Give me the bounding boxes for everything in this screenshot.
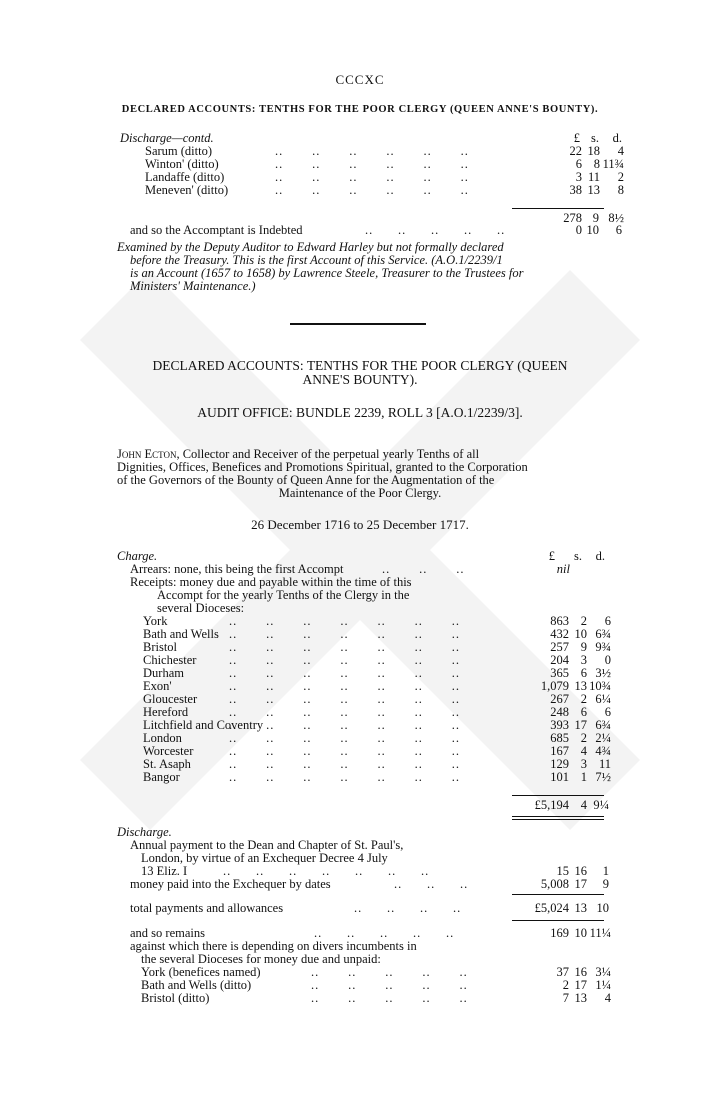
leader-dots: .. .. .. .. .. xyxy=(365,223,506,237)
annual-line-2: London, by virtue of an Exchequer Decree 4 July xyxy=(141,851,388,865)
date-range: 26 December 1716 to 25 December 1717. xyxy=(251,517,469,532)
discharge-contd-item-label: Landaffe (ditto) xyxy=(145,170,225,184)
leader-dots: .. .. .. .. .. .. xyxy=(275,157,469,171)
indebted-row xyxy=(130,223,622,237)
diocese-pence: 10¾ xyxy=(589,679,611,693)
unpaid-shillings: 17 xyxy=(574,978,587,992)
total-pence: 8½ xyxy=(608,211,624,225)
discharge-contd-item-label: Meneven' (ditto) xyxy=(145,183,229,197)
diocese-pence: 3½ xyxy=(595,666,611,680)
charge-col-shillings-header: s. xyxy=(574,549,582,563)
diocese-pounds: 1,079 xyxy=(540,679,569,693)
accountant-name: John Ecton, xyxy=(117,447,180,461)
exchequer-pence: 9 xyxy=(602,877,609,891)
indebted-pence: 6 xyxy=(615,223,622,237)
leader-dots: .. .. .. .. .. .. .. xyxy=(229,666,460,680)
indebted-label: and so the Accomptant is Indebted xyxy=(130,223,303,237)
subtotal-rule xyxy=(512,208,604,209)
leader-dots: .. .. .. .. .. .. .. xyxy=(229,744,460,758)
unpaid-label: Bristol (ditto) xyxy=(141,991,210,1005)
remains-pounds: 169 xyxy=(550,926,569,940)
leader-dots: .. .. .. .. .. .. xyxy=(275,170,469,184)
diocese-pence: 9¾ xyxy=(595,640,611,654)
diocese-pence: 6¾ xyxy=(595,718,611,732)
diocese-label: York xyxy=(143,614,168,628)
payments-rule-bottom xyxy=(512,920,604,921)
discharge-contd-item-shillings: 11 xyxy=(587,170,600,184)
unpaid-pounds: 2 xyxy=(562,978,569,992)
indebted-pounds: 0 xyxy=(575,223,582,237)
leader-dots: .. .. .. .. xyxy=(354,901,462,915)
charge-total-rule-1 xyxy=(512,816,604,817)
depending-line-2: the several Dioceses for money due and unpaid: xyxy=(141,952,381,966)
leader-dots: .. .. .. .. .. .. xyxy=(275,144,469,158)
indebted-shillings: 10 xyxy=(586,223,599,237)
total-payments-pence: 10 xyxy=(596,901,609,915)
total-payments-row xyxy=(130,902,607,915)
page-number: CCCXC xyxy=(335,72,385,87)
diocese-label: Bangor xyxy=(143,770,180,784)
note-line: Examined by the Deputy Auditor to Edward Harley but not formally declared xyxy=(117,240,504,254)
receipts-line-3: several Dioceses: xyxy=(157,601,245,615)
diocese-label: Bristol xyxy=(143,640,178,654)
diocese-pence: 11 xyxy=(598,757,611,771)
diocese-label: Exon' xyxy=(143,679,172,693)
diocese-label: Hereford xyxy=(143,705,189,719)
unpaid-label: York (benefices named) xyxy=(141,965,261,979)
unpaid-pence: 4 xyxy=(604,991,611,1005)
charge-col-pence-header: d. xyxy=(595,549,605,563)
diocese-shillings: 2 xyxy=(580,692,587,706)
diocese-pence: 6¼ xyxy=(595,692,611,706)
unpaid-pounds: 37 xyxy=(556,965,569,979)
discharge-contd-item-shillings: 18 xyxy=(587,144,600,158)
audit-office-line: AUDIT OFFICE: BUNDLE 2239, ROLL 3 [A.O.1/2239/3]. xyxy=(197,405,523,420)
charge-total-pence: 9¼ xyxy=(593,798,609,812)
leader-dots: .. .. .. .. .. .. .. xyxy=(229,653,460,667)
diocese-pounds: 129 xyxy=(550,757,569,771)
charge-col-pounds-header: £ xyxy=(548,549,555,563)
exchequer-row xyxy=(130,878,607,891)
diocese-shillings: 1 xyxy=(580,770,587,784)
remains-label: and so remains xyxy=(130,926,205,940)
unpaid-row xyxy=(141,991,611,1005)
diocese-pounds: 101 xyxy=(550,770,569,784)
note-line: Ministers' Maintenance.) xyxy=(130,279,256,293)
charge-total-rule-top xyxy=(512,795,604,796)
total-pounds: 278 xyxy=(563,211,582,225)
leader-dots: .. .. .. .. .. xyxy=(314,926,455,940)
arrears-label: Arrears: none, this being the first Accompt xyxy=(130,562,344,576)
diocese-shillings: 2 xyxy=(580,614,587,628)
charge-total-shillings: 4 xyxy=(580,798,587,812)
diocese-pounds: 685 xyxy=(550,731,569,745)
leader-dots: .. .. .. .. .. xyxy=(311,991,468,1005)
total-payments-shillings: 13 xyxy=(574,901,587,915)
diocese-shillings: 10 xyxy=(574,627,587,641)
diocese-pounds: 267 xyxy=(550,692,569,706)
col-pounds-header: £ xyxy=(573,131,580,145)
leader-dots: .. .. .. .. .. .. .. xyxy=(223,864,430,878)
col-shillings-header: s. xyxy=(591,131,599,145)
diocese-shillings: 9 xyxy=(580,640,587,654)
total-payments-label: total payments and allowances xyxy=(130,901,284,915)
diocese-label: Durham xyxy=(143,666,184,680)
discharge-contd-item-pounds: 38 xyxy=(569,183,582,197)
leader-dots: .. .. .. .. .. .. .. xyxy=(229,614,460,628)
charge-heading: Charge. xyxy=(117,549,158,563)
title-line-1: DECLARED ACCOUNTS: TENTHS FOR THE POOR CLERGY (QUEEN xyxy=(152,358,568,373)
unpaid-label: Bath and Wells (ditto) xyxy=(141,978,252,992)
diocese-label: London xyxy=(143,731,182,745)
diocese-label: Bath and Wells xyxy=(143,627,219,641)
receipts-line-2: Accompt for the yearly Tenths of the Clergy in the xyxy=(157,588,410,602)
discharge-contd-item-row xyxy=(145,183,624,197)
arrears-value: nil xyxy=(556,562,570,576)
leader-dots: .. .. .. .. .. .. .. xyxy=(229,757,460,771)
unpaid-pounds: 7 xyxy=(562,991,569,1005)
diocese-label: St. Asaph xyxy=(143,757,191,771)
diocese-shillings: 6 xyxy=(580,705,587,719)
running-head: DECLARED ACCOUNTS: TENTHS FOR THE POOR CLERGY (QUEEN ANNE'S BOUNTY). xyxy=(121,104,599,115)
receipts-line-1: Receipts: money due and payable within the time of this xyxy=(130,575,412,589)
diocese-label: Litchfield and Coventry xyxy=(143,718,264,732)
leader-dots: .. .. .. .. .. .. xyxy=(275,183,469,197)
leader-dots: .. .. .. .. .. .. .. xyxy=(229,679,460,693)
annual-line-1: Annual payment to the Dean and Chapter of St. Paul's, xyxy=(130,838,404,852)
section-divider xyxy=(290,323,426,325)
diocese-pounds: 393 xyxy=(550,718,569,732)
annual-shillings: 16 xyxy=(574,864,587,878)
diocese-pounds: 248 xyxy=(550,705,569,719)
col-pence-header: d. xyxy=(612,131,622,145)
charge-total-row xyxy=(117,799,607,812)
intro-line-4: Maintenance of the Poor Clergy. xyxy=(278,486,442,500)
diocese-shillings: 6 xyxy=(580,666,587,680)
leader-dots: .. .. .. xyxy=(382,562,465,576)
diocese-shillings: 4 xyxy=(580,744,587,758)
discharge-contd-item-pounds: 3 xyxy=(575,170,582,184)
leader-dots: .. .. .. .. .. .. .. xyxy=(229,718,460,732)
discharge-contd-item-shillings: 8 xyxy=(593,157,600,171)
discharge-contd-item-label: Sarum (ditto) xyxy=(145,144,213,158)
depending-line-1: against which there is depending on divers incumbents in xyxy=(130,939,417,953)
annual-pounds: 15 xyxy=(556,864,569,878)
remains-shillings: 10 xyxy=(574,926,587,940)
diocese-pounds: 204 xyxy=(550,653,569,667)
diocese-label: Worcester xyxy=(143,744,194,758)
diocese-shillings: 3 xyxy=(580,653,587,667)
diocese-pence: 7½ xyxy=(595,770,611,784)
diocese-pounds: 167 xyxy=(550,744,569,758)
diocese-pence: 0 xyxy=(604,653,611,667)
diocese-shillings: 2 xyxy=(580,731,587,745)
diocese-pence: 6¾ xyxy=(595,627,611,641)
diocese-label: Gloucester xyxy=(143,692,198,706)
leader-dots: .. .. .. .. .. .. .. xyxy=(229,692,460,706)
intro-line-2: Dignities, Offices, Benefices and Promotions Spiritual, granted to the Corporation xyxy=(117,460,528,474)
discharge-heading: Discharge. xyxy=(117,825,172,839)
exchequer-pounds: 5,008 xyxy=(540,877,569,891)
leader-dots: .. .. .. .. .. .. .. xyxy=(229,705,460,719)
annual-label: 13 Eliz. I xyxy=(141,864,188,878)
total-shillings: 9 xyxy=(592,211,599,225)
unpaid-shillings: 13 xyxy=(574,991,587,1005)
diocese-pence: 6 xyxy=(604,614,611,628)
diocese-pence: 2¼ xyxy=(595,731,611,745)
diocese-pounds: 257 xyxy=(550,640,569,654)
total-payments-pounds: £5,024 xyxy=(534,901,569,915)
diocese-row xyxy=(143,770,611,784)
diocese-shillings: 3 xyxy=(580,757,587,771)
diocese-shillings: 17 xyxy=(574,718,587,732)
discharge-contd-item-pounds: 6 xyxy=(575,157,582,171)
discharge-contd-item-pence: 8 xyxy=(617,183,624,197)
payments-rule-top xyxy=(512,894,604,895)
unpaid-shillings: 16 xyxy=(574,965,587,979)
leader-dots: .. .. .. .. .. xyxy=(311,965,468,979)
leader-dots: .. .. .. .. .. .. .. xyxy=(229,770,460,784)
diocese-pounds: 863 xyxy=(550,614,569,628)
discharge-contd-item-shillings: 13 xyxy=(587,183,600,197)
annual-pence: 1 xyxy=(602,864,609,878)
diocese-label: Chichester xyxy=(143,653,197,667)
leader-dots: .. .. .. .. .. xyxy=(311,978,468,992)
diocese-pounds: 365 xyxy=(550,666,569,680)
discharge-contd-item-pence: 2 xyxy=(617,170,624,184)
leader-dots: .. .. .. .. .. .. .. xyxy=(229,627,460,641)
discharge-contd-item-pounds: 22 xyxy=(569,144,582,158)
diocese-pence: 4¾ xyxy=(595,744,611,758)
unpaid-pence: 3¼ xyxy=(595,965,611,979)
discharge-contd-item-pence: 4 xyxy=(617,144,624,158)
section-heading: Discharge—contd. xyxy=(120,131,214,145)
charge-total-pounds: £5,194 xyxy=(534,798,569,812)
leader-dots: .. .. .. .. .. .. .. xyxy=(229,731,460,745)
leader-dots: .. .. .. xyxy=(394,877,469,891)
discharge-contd-item-pence: 11¾ xyxy=(602,157,624,171)
diocese-pence: 6 xyxy=(604,705,611,719)
diocese-shillings: 13 xyxy=(574,679,587,693)
leader-dots: .. .. .. .. .. .. .. xyxy=(229,640,460,654)
diocese-pounds: 432 xyxy=(550,627,569,641)
note-line: is an Account (1657 to 1658) by Lawrence Steele, Treasurer to the Trustees for xyxy=(130,266,524,280)
intro-line-3: of the Governors of the Bounty of Queen Anne for the Augmentation of the xyxy=(117,473,495,487)
charge-total-rule-2 xyxy=(512,819,604,820)
note-line: before the Treasury. This is the first Account of this Service. (A.O.1/2239/1 xyxy=(130,253,503,267)
title-line-2: ANNE'S BOUNTY). xyxy=(302,372,418,387)
exchequer-label: money paid into the Exchequer by dates xyxy=(130,877,331,891)
remains-pence: 11¼ xyxy=(589,926,611,940)
exchequer-shillings: 17 xyxy=(574,877,587,891)
intro-first-line: Collector and Receiver of the perpetual yearly Tenths of all xyxy=(182,447,480,461)
discharge-contd-item-label: Winton' (ditto) xyxy=(145,157,219,171)
unpaid-pence: 1¼ xyxy=(595,978,611,992)
